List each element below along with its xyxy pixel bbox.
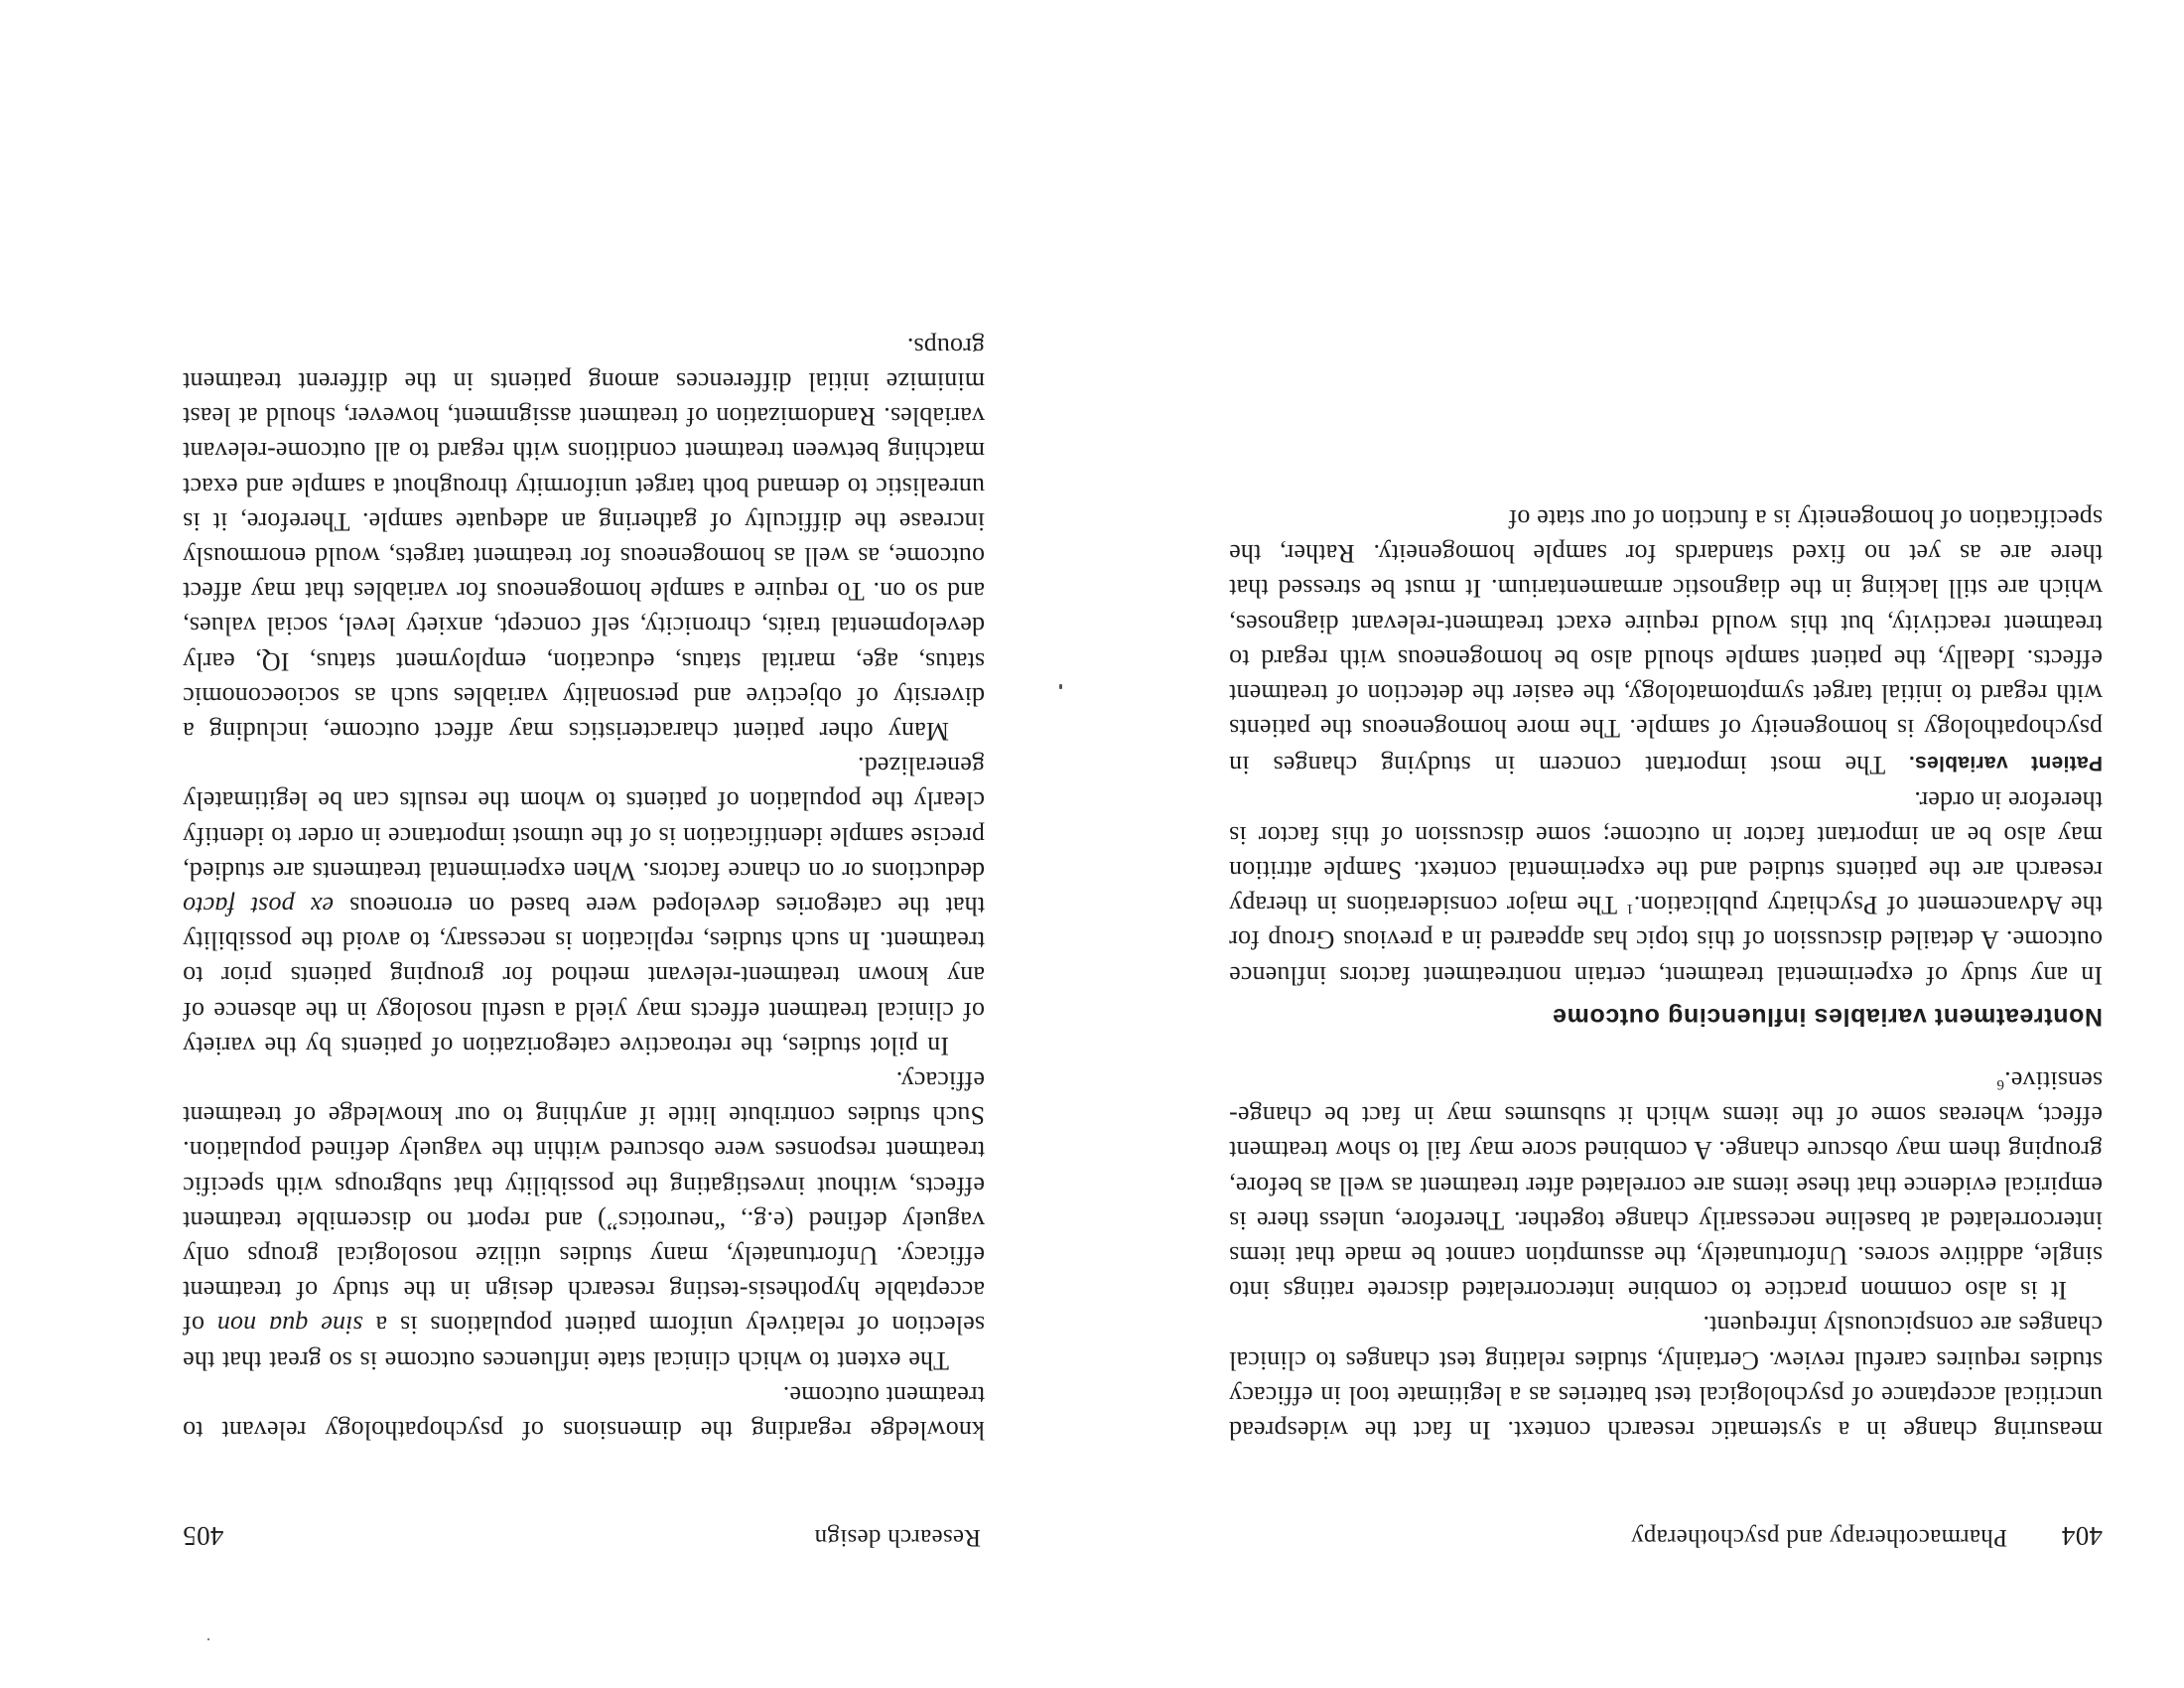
section-heading: Nontreatment variables influencing outcome: [1552, 1002, 2103, 1031]
scan-speck: [207, 1638, 209, 1640]
paragraph: Many other patient characteristics may affect outcome, including a diversity of objective and personality variables such as socioeconomic status, age, marital status, education, employment status, IQ, early developmental traits, chronicity, self concept, anxiety level, social values, and so on. To require a sample homogeneous for variables that may affect outcome, as well as homogeneous for treatment targets, would enormously increase the difficulty of gathering an adequate sample. Therefore, it is unrealistic to demand both target uniformity throughout a sample and exact matching between treatment conditions with regard to all outcome-relevant variables. Randomization of treatment assignment, however, should at least minimize initial differences among patients in the different treatment groups.: [183, 332, 985, 746]
page-number: 405: [183, 1521, 224, 1551]
paragraph-text: It is also common practice to combine intercorrelated discrete ratings into single, additive scores. Unfortunately, the assumption cannot be made that items intercorrelated at baseline necessarily change together. Therefore, unless there is empirical evidence that these items are correlated after treatment as well as before, grouping them may obscure change. A combined score may fail to show treatment effect, whereas some of the items which it subsumes may in fact be change-sensitive.: [1229, 1065, 2103, 1306]
footnote-reference: 6: [1996, 1075, 2004, 1092]
running-head-title: Research design: [814, 1524, 981, 1551]
paragraph-text: The major considerations in therapy research are the patients studied and the experimental context. Sample attrition may also be an important factor in outcome; some discussion of this factor is therefore in order.: [1229, 785, 2103, 920]
paragraph-text: In pilot studies, the retroactive categorization of patients by the variety of clinical treatment effects may yield a useful nosology in the absence of any known treatment-relevant method for grouping patients prior to treatment. In such studies, replication is necessary, to avoid the possibility that the categories developed were based on erroneous: [183, 891, 985, 1060]
paragraph: measuring change in a systematic research context. In fact the widespread uncritical acceptance of psychological test batteries as a legitimate tool in efficacy studies requires careful review. Certainly, studies relating test changes to clinical changes are conspicuously infrequent.: [1229, 1311, 2103, 1445]
run-in-heading: Patient variables.: [1908, 752, 2103, 775]
paragraph-text: of acceptable hypothesis-testing research design in the study of treatment efficacy. Unfortunately, many studies utilize nosological groups only vaguely defined (e.g., “neurotics”) and report no discernible treatment effects, without investigating the possibility that subgroups with specific treatment responses were obscured within the vaguely defined population. Such studies contribute little if anything to our knowledge of treatment efficacy.: [182, 1065, 985, 1340]
paragraph: [183, 749, 985, 1063]
paragraph-text: deductions or on chance factors. When experimental treatments are studied, precise sample identification is of the utmost importance in order to identify clearly the population of patients to whom the results can be legitimately generalized.: [183, 752, 985, 886]
paragraph: [183, 1063, 985, 1378]
italic-phrase: ex post facto: [183, 891, 335, 920]
paragraph: knowledge regarding the dimensions of psychopathology relevant to treatment outcome.: [183, 1380, 985, 1445]
paragraph: [1229, 782, 2103, 992]
paragraph: [1229, 501, 2103, 783]
paragraph: [1229, 1063, 2103, 1308]
scan-speck: [1059, 684, 1062, 689]
footnote-reference: 1: [1625, 901, 1634, 917]
paragraph-text: The most important concern in studying changes in psychopathology is homogeneity of sample. The more homogeneous the patients with regard to initial target symptomatology, the easier the detection of treatment effects. Ideally, the patient sample should also be homogeneous with regard to treatment reactivity, but this would require exact treatment-relevant diagnoses, which are still lacking in the diagnostic armamentarium. It must be stressed that there are as yet no fixed standards for sample homogeneity. Rather, the specification of homogeneity is a function of our state of: [1229, 503, 2103, 780]
left-page: [1229, 0, 2103, 1688]
running-head-title: Pharmacotherapy and psychotherapy: [1630, 1524, 2007, 1551]
page-body: [183, 330, 985, 1449]
italic-phrase: sine qua non: [216, 1311, 363, 1340]
running-head: [1229, 1515, 2103, 1551]
right-page: [183, 0, 985, 1688]
page-body: [1229, 501, 2103, 1448]
paragraph-text: The extent to which clinical state influences outcome is so great that the selection of relatively uniform patient populations is a: [183, 1311, 985, 1375]
paragraph-text: In any study of experimental treatment, certain nontreatment factors influence outcome. A detailed discussion of this topic has appeared in a previous Group for the Advancement of Psychiatry publication.: [1229, 891, 2103, 990]
running-head: [183, 1515, 985, 1551]
page-number: 404: [2061, 1521, 2103, 1551]
